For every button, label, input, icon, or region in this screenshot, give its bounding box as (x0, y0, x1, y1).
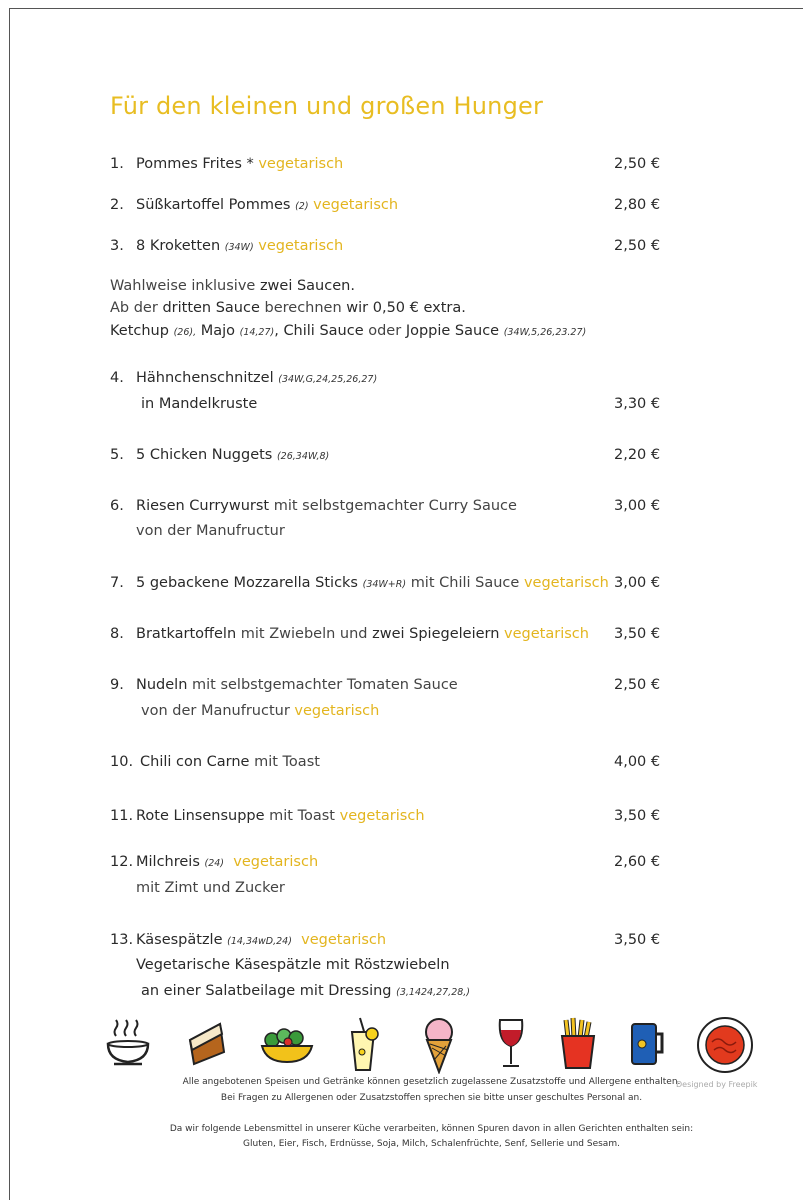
wine-glass-icon (496, 1016, 526, 1072)
veg-label: vegetarisch (233, 854, 319, 870)
item-number: 7. (110, 575, 124, 591)
item-price: 2,50 € (614, 156, 661, 172)
item-price: 3,50 € (614, 808, 661, 824)
item-price: 3,50 € (614, 626, 661, 642)
allergen-codes: (2) (295, 201, 309, 212)
freepik-credit: Designed by Freepik (676, 1080, 758, 1089)
item-name: Käsespätzle (14,34wD,24) vegetarisch (136, 932, 387, 948)
lemonade-icon (346, 1016, 382, 1074)
item-price: 4,00 € (614, 754, 661, 770)
item-description: in Mandelkruste (141, 396, 258, 412)
footer-note: Alle angebotenen Speisen und Getränke können gesetzlich zugelassene Zusatzstoffe und Allergene enthalten. (182, 1077, 681, 1087)
ice-cream-icon (422, 1016, 456, 1074)
salad-icon (258, 1016, 316, 1072)
item-number: 11. (110, 808, 134, 824)
item-number: 3. (110, 238, 124, 254)
allergen-codes: (34W,G,24,25,26,27) (278, 374, 378, 385)
allergen-codes: (34W+R) (362, 579, 407, 590)
item-description: Vegetarische Käsespätzle mit Röstzwiebeln (136, 957, 450, 973)
item-name: Milchreis (24) vegetarisch (136, 854, 319, 870)
item-name: 8 Kroketten (34W) vegetarisch (136, 238, 344, 254)
item-price: 2,50 € (614, 677, 661, 693)
item-name: 5 Chicken Nuggets (26,34W,8) (136, 447, 330, 463)
item-number: 2. (110, 197, 124, 213)
item-description: mit Zimt und Zucker (136, 880, 285, 896)
cake-icon (184, 1016, 228, 1072)
item-name: 5 gebackene Mozzarella Sticks (34W+R) mit Chili Sauce vegetarisch (136, 575, 609, 591)
item-number: 13. (110, 932, 134, 948)
soup-icon (104, 1016, 152, 1072)
item-number: 12. (110, 854, 134, 870)
page-title: Für den kleinen und großen Hunger (110, 92, 544, 120)
fries-icon (558, 1016, 598, 1072)
sauce-info-line: Wahlweise inklusive zwei Saucen. (110, 278, 355, 294)
sauce-info-line: Ab der dritten Sauce berechnen wir 0,50 € extra. (110, 300, 466, 316)
item-price: 3,30 € (614, 396, 661, 412)
item-price: 2,20 € (614, 447, 661, 463)
item-name: Riesen Currywurst mit selbstgemachter Curry Sauce (136, 498, 517, 514)
item-name: Süßkartoffel Pommes (2) vegetarisch (136, 197, 399, 213)
veg-label: vegetarisch (339, 808, 425, 824)
allergen-codes: (14,34wD,24) (227, 936, 292, 947)
item-price: 3,50 € (614, 932, 661, 948)
veg-label: vegetarisch (504, 626, 589, 642)
item-number: 1. (110, 156, 124, 172)
item-price: 2,80 € (614, 197, 661, 213)
item-price: 3,00 € (614, 575, 661, 591)
footer-allergen-list: Gluten, Eier, Fisch, Erdnüsse, Soja, Milch, Schalenfrüchte, Senf, Sellerie und Sesam. (243, 1139, 620, 1149)
veg-label: vegetarisch (523, 575, 609, 591)
veg-label: vegetarisch (258, 238, 344, 254)
mug-icon (628, 1016, 668, 1072)
sauce-list: Ketchup (26), Majo (14,27), Chili Sauce oder Joppie Sauce (34W,5,26,23.27) (110, 323, 587, 339)
veg-label: vegetarisch (294, 703, 380, 719)
item-name: Chili con Carne mit Toast (140, 754, 320, 770)
allergen-codes: (24) (204, 858, 225, 869)
item-number: 8. (110, 626, 124, 642)
veg-label: vegetarisch (313, 197, 399, 213)
allergen-codes: (26,34W,8) (276, 451, 330, 462)
item-name: Pommes Frites * vegetarisch (136, 156, 344, 172)
item-name: Nudeln mit selbstgemachter Tomaten Sauce (136, 677, 458, 693)
item-price: 3,00 € (614, 498, 661, 514)
footer-note: Bei Fragen zu Allergenen oder Zusatzstoffen sprechen sie bitte unser geschultes Personal an. (220, 1093, 643, 1103)
item-name: Rote Linsensuppe mit Toast vegetarisch (136, 808, 425, 824)
item-number: 5. (110, 447, 124, 463)
item-price: 2,50 € (614, 238, 661, 254)
item-description: von der Manufructur (136, 523, 285, 539)
footer-note: Da wir folgende Lebensmittel in unserer Küche verarbeiten, können Spuren davon in allen Gerichten enthalten sein: (169, 1124, 694, 1134)
item-number: 6. (110, 498, 124, 514)
item-name: Hähnchenschnitzel (34W,G,24,25,26,27) (136, 370, 378, 386)
item-number: 4. (110, 370, 124, 386)
allergen-codes: (34W) (224, 242, 254, 253)
veg-label: vegetarisch (258, 156, 344, 172)
veg-label: vegetarisch (301, 932, 387, 948)
item-number: 10. (110, 754, 134, 770)
pasta-plate-icon (696, 1016, 754, 1074)
item-number: 9. (110, 677, 124, 693)
item-description: von der Manufructur vegetarisch (141, 703, 380, 719)
item-name: Bratkartoffeln mit Zwiebeln und zwei Spiegeleiern vegetarisch (136, 626, 589, 642)
item-description: an einer Salatbeilage mit Dressing (3,1424,27,28,) (141, 983, 471, 999)
item-price: 2,60 € (614, 854, 661, 870)
